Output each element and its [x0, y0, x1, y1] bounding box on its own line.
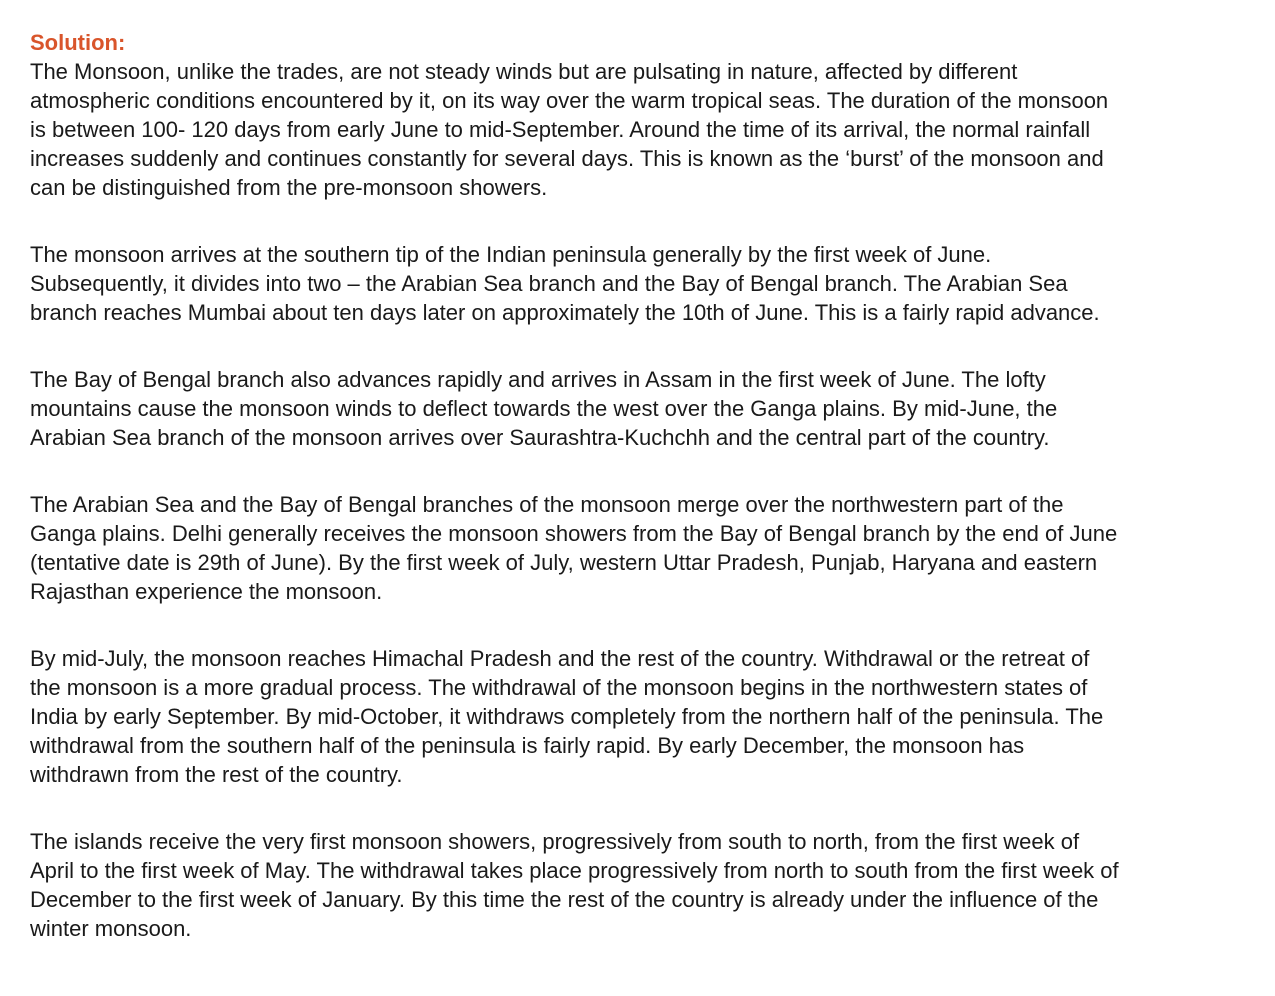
paragraph-spacer: [30, 452, 1270, 490]
paragraph-bay-of-bengal-branch: [30, 365, 1270, 452]
text-line: atmospheric conditions encountered by it, on its way over the warm tropical seas. The duration of the monsoon: [30, 88, 1109, 113]
text-line: is between 100- 120 days from early June to mid-September. Around the time of its arrival, the normal rainfall: [30, 117, 1091, 142]
text-line: Ganga plains. Delhi generally receives the monsoon showers from the Bay of Bengal branch by the end of June: [30, 521, 1118, 546]
paragraph-branches-merge: [30, 490, 1270, 606]
text-line: India by early September. By mid-October, it withdraws completely from the northern half of the peninsula. The: [30, 704, 1104, 729]
text-line: the monsoon is a more gradual process. The withdrawal of the monsoon begins in the northwestern states of: [30, 675, 1088, 700]
paragraph-spacer: [30, 202, 1270, 240]
text-line: The islands receive the very first monsoon showers, progressively from south to north, from the first week of: [30, 829, 1080, 854]
paragraph-spacer: [30, 327, 1270, 365]
text-line: The monsoon arrives at the southern tip of the Indian peninsula generally by the first week of June.: [30, 242, 992, 267]
solution-heading: Solution:: [30, 30, 126, 55]
document-page: [30, 28, 1270, 943]
text-line: can be distinguished from the pre-monsoon showers.: [30, 175, 548, 200]
text-line: Arabian Sea branch of the monsoon arrives over Saurashtra-Kuchchh and the central part of the country.: [30, 425, 1050, 450]
text-line: December to the first week of January. By this time the rest of the country is already under the influence of the: [30, 887, 1099, 912]
text-line: The Arabian Sea and the Bay of Bengal branches of the monsoon merge over the northwestern part of the: [30, 492, 1064, 517]
text-line: withdrawal from the southern half of the peninsula is fairly rapid. By early December, the monsoon has: [30, 733, 1025, 758]
text-line: Rajasthan experience the monsoon.: [30, 579, 383, 604]
paragraph-monsoon-nature: [30, 57, 1270, 202]
text-line: withdrawn from the rest of the country.: [30, 762, 403, 787]
text-line: (tentative date is 29th of June). By the first week of July, western Uttar Pradesh, Punjab, Haryana and eastern: [30, 550, 1098, 575]
paragraph-spacer: [30, 789, 1270, 827]
text-line: Subsequently, it divides into two – the Arabian Sea branch and the Bay of Bengal branch. The Arabian Sea: [30, 271, 1068, 296]
text-line: By mid-July, the monsoon reaches Himachal Pradesh and the rest of the country. Withdrawal or the retreat of: [30, 646, 1090, 671]
paragraph-islands: [30, 827, 1270, 943]
text-line: branch reaches Mumbai about ten days later on approximately the 10th of June. This is a fairly rapid advance.: [30, 300, 1100, 325]
text-line: The Monsoon, unlike the trades, are not steady winds but are pulsating in nature, affected by different: [30, 59, 1018, 84]
text-line: The Bay of Bengal branch also advances rapidly and arrives in Assam in the first week of June. The lofty: [30, 367, 1046, 392]
paragraph-withdrawal: [30, 644, 1270, 789]
paragraph-spacer: [30, 606, 1270, 644]
text-line: April to the first week of May. The withdrawal takes place progressively from north to south from the first week of: [30, 858, 1119, 883]
text-line: increases suddenly and continues constantly for several days. This is known as the ‘burst’ of the monsoon and: [30, 146, 1104, 171]
text-line: winter monsoon.: [30, 916, 192, 941]
text-line: mountains cause the monsoon winds to deflect towards the west over the Ganga plains. By mid-June, the: [30, 396, 1058, 421]
paragraph-monsoon-arrival: [30, 240, 1270, 327]
